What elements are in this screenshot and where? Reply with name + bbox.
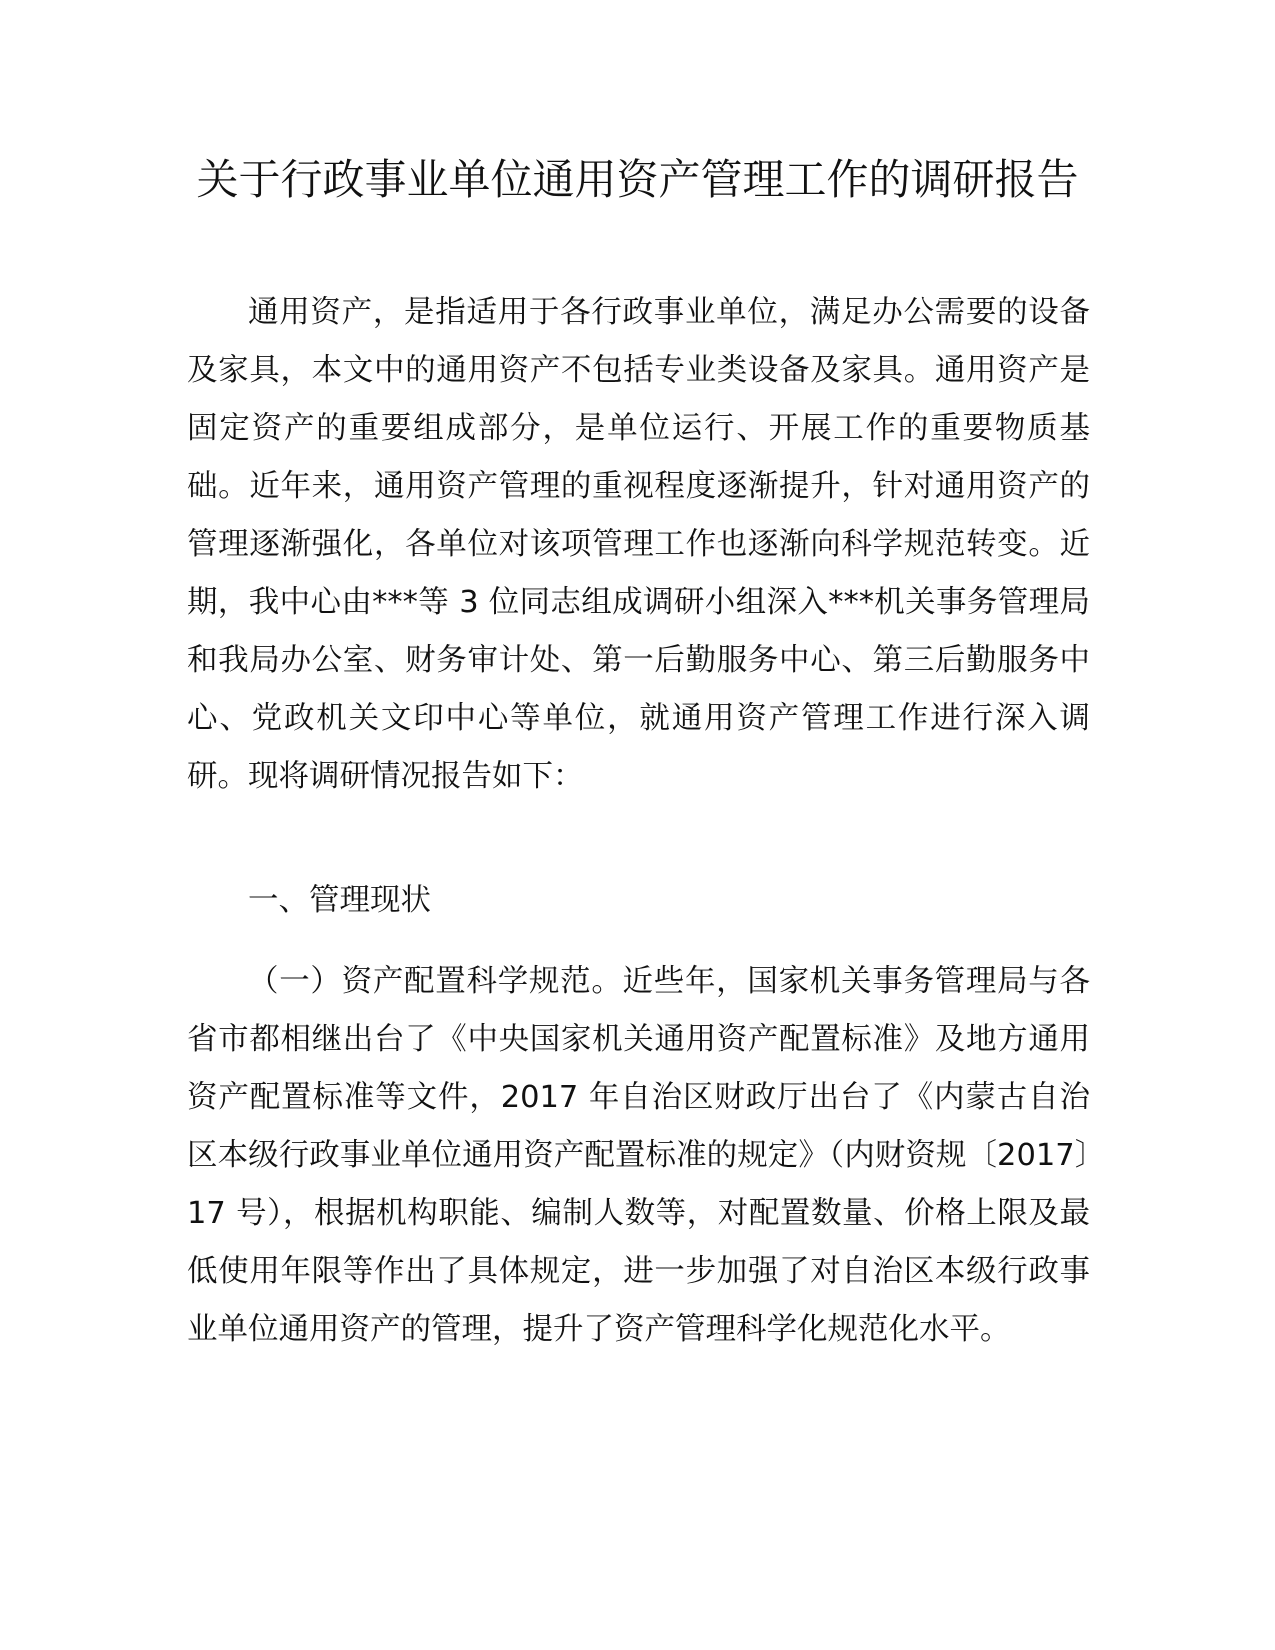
section-heading: 一、管理现状 (248, 883, 431, 918)
subsection-paragraph: （一）资产配置科学规范。近些年，国家机关事务管理局与各省市都相继出台了《中央国家机关通用资产配置标准》及地方通用资产配置标准等文件，2017 年自治区财政厅出台了《内蒙古自治区本级行政事业单位通用资产配置标准的规定》（内财资规〔2017〕17 号），根据机构职能、编制人数等，对配置数量、价格上限及最低使用年限等作出了具体规定，进一步加强了对自治区本级行政事业单位通用资产的管理，提升了资产管理科学化规范化水平。 (187, 964, 1090, 1347)
intro-paragraph: 通用资产，是指适用于各行政事业单位，满足办公需要的设备及家具，本文中的通用资产不包括专业类设备及家具。通用资产是固定资产的重要组成部分，是单位运行、开展工作的重要物质基础。近年来，通用资产管理的重视程度逐渐提升，针对通用资产的管理逐渐强化，各单位对该项管理工作也逐渐向科学规范转变。近期，我中心由***等 3 位同志组成调研小组深入***机关事务管理局和我局办公室、财务审计处、第一后勤服务中心、第三后勤服务中心、党政机关文印中心等单位，就通用资产管理工作进行深入调研。现将调研情况报告如下： (187, 295, 1090, 794)
document-title: 关于行政事业单位通用资产管理工作的调研报告 (196, 155, 1079, 204)
